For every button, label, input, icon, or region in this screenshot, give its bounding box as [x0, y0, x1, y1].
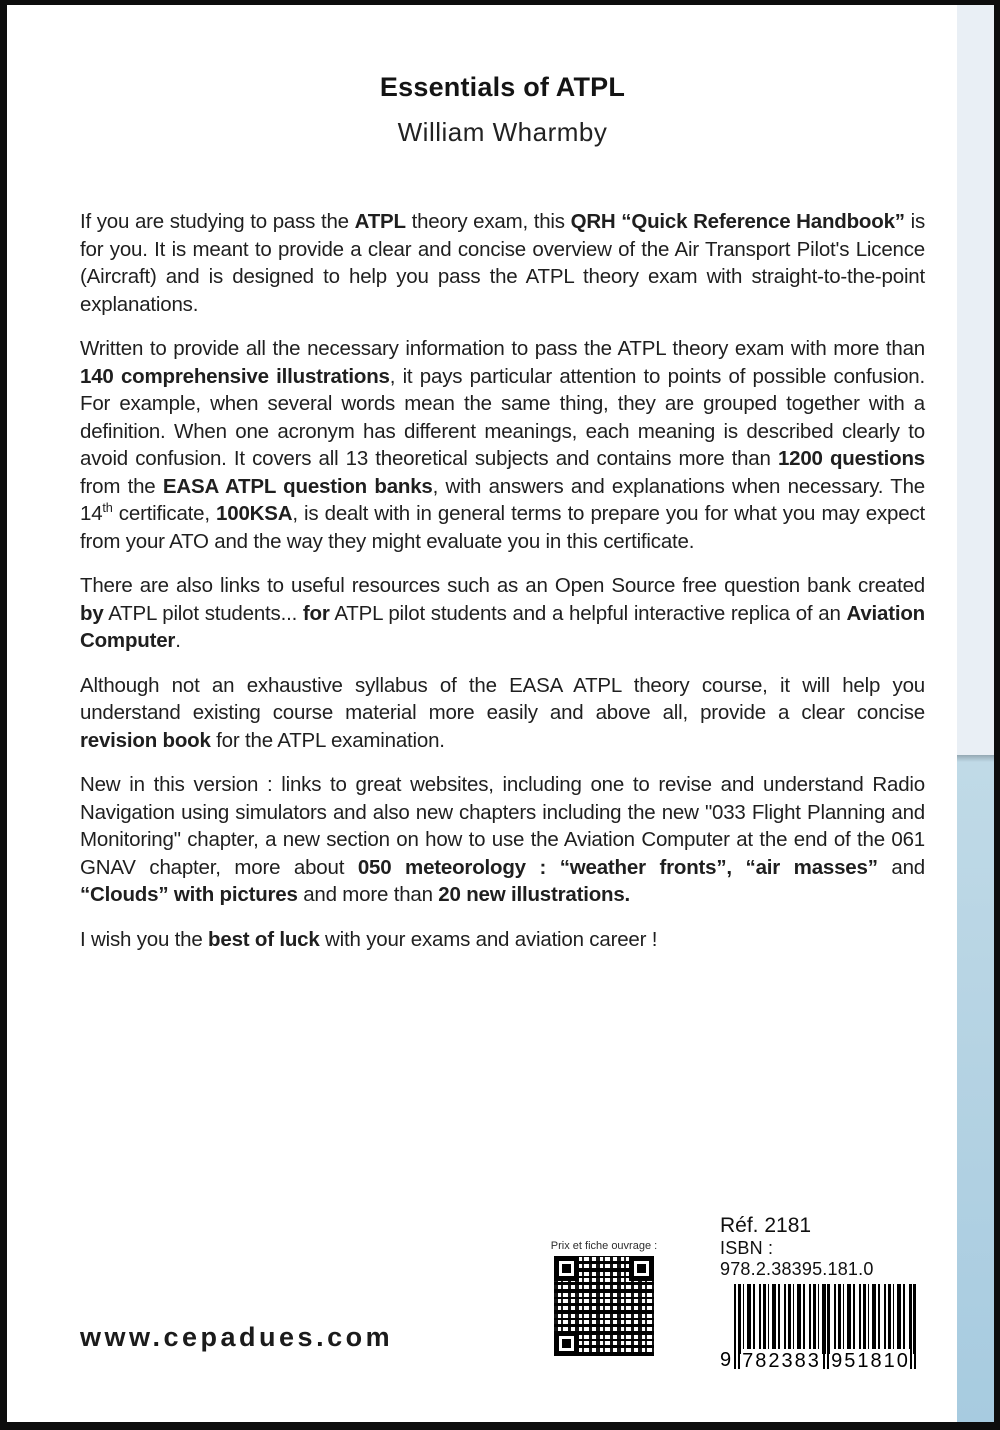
qr-finder-top-left	[554, 1256, 579, 1281]
barcode-bars	[734, 1284, 916, 1354]
paragraph-intro: If you are studying to pass the ATPL theory exam, this QRH “Quick Reference Handbook” is for you. It is meant to provide a clear and concise overview of the Air Transport Pilot's Licence (Aircraft) and is designed to help you pass the ATPL theory exam with straight-to-the-point explanations.	[80, 210, 925, 316]
publisher-website: www.cepadues.com	[80, 1322, 394, 1352]
qr-finder-top-right	[629, 1256, 654, 1281]
ean-barcode	[720, 1284, 918, 1376]
reference-number: Réf. 2181	[720, 1214, 812, 1237]
frame-right	[994, 0, 1000, 1430]
barcode-guard	[823, 1284, 825, 1369]
paragraph-new-in-version: New in this version : links to great websites, including one to revise and understand Radio Navigation using simulators and also new chapters including the new "033 Flight Planning and Monitoring" chapter, a new section on how to use the Aviation Computer at the end of the 061 GNAV chapter, more about 050 meteorology : “weather fronts”, “air masses” and “Clouds” with pictures and more than 20 new illustrations.	[80, 773, 925, 906]
barcode-guard	[734, 1284, 736, 1369]
spine-strip-bottom	[957, 755, 994, 1422]
qr-label: Prix et fiche ouvrage :	[550, 1240, 658, 1252]
book-author: William Wharmby	[397, 117, 608, 147]
qr-finder-bottom-left	[554, 1331, 579, 1356]
barcode-digits-group1: 782383	[742, 1350, 821, 1372]
barcode-digit-first: 9	[720, 1349, 732, 1371]
paragraph-revision-book: Although not an exhaustive syllabus of the EASA ATPL theory course, it will help you understand existing course material more easily and above all, provide a clear concise revision book for the ATPL examination.	[80, 673, 925, 752]
qr-block	[545, 1240, 663, 1356]
paragraph-best-wishes: I wish you the best of luck with your exams and aviation career !	[80, 927, 658, 951]
qr-code	[554, 1256, 654, 1356]
barcode-guard	[914, 1284, 916, 1369]
barcode-guard	[910, 1284, 912, 1369]
barcode-guard	[738, 1284, 740, 1369]
barcode-guard	[827, 1284, 829, 1369]
book-title: Essentials of ATPL	[379, 72, 626, 102]
frame-left	[0, 0, 7, 1430]
spine-strip-top	[957, 5, 994, 755]
paragraph-resources: There are also links to useful resources such as an Open Source free question bank created by ATPL pilot students... for ATPL pilot students and a helpful interactive replica of an Aviation Computer.	[80, 574, 925, 652]
description-text	[80, 208, 925, 953]
frame-bottom	[0, 1422, 1000, 1430]
paragraph-content-overview: Written to provide all the necessary information to pass the ATPL theory exam with more than 140 comprehensive illustrations, it pays particular attention to points of possible confusion. For example, when several words mean the same thing, they are grouped together with a definition. When one acronym has different meanings, each meaning is described clearly to avoid confusion. It covers all 13 theoretical subjects and contains more than 1200 questions from the EASA ATPL question banks, with answers and explanations when necessary. The 14th certificate, 100KSA, is dealt with in general terms to prepare you for what you may expect from your ATO and the way they might evaluate you in this certificate.	[80, 337, 926, 553]
isbn-number: ISBN : 978.2.38395.181.0	[720, 1238, 874, 1279]
isbn-block	[720, 1214, 925, 1376]
barcode-digits-group2: 951810	[831, 1350, 910, 1372]
cover-text-column	[80, 0, 925, 970]
